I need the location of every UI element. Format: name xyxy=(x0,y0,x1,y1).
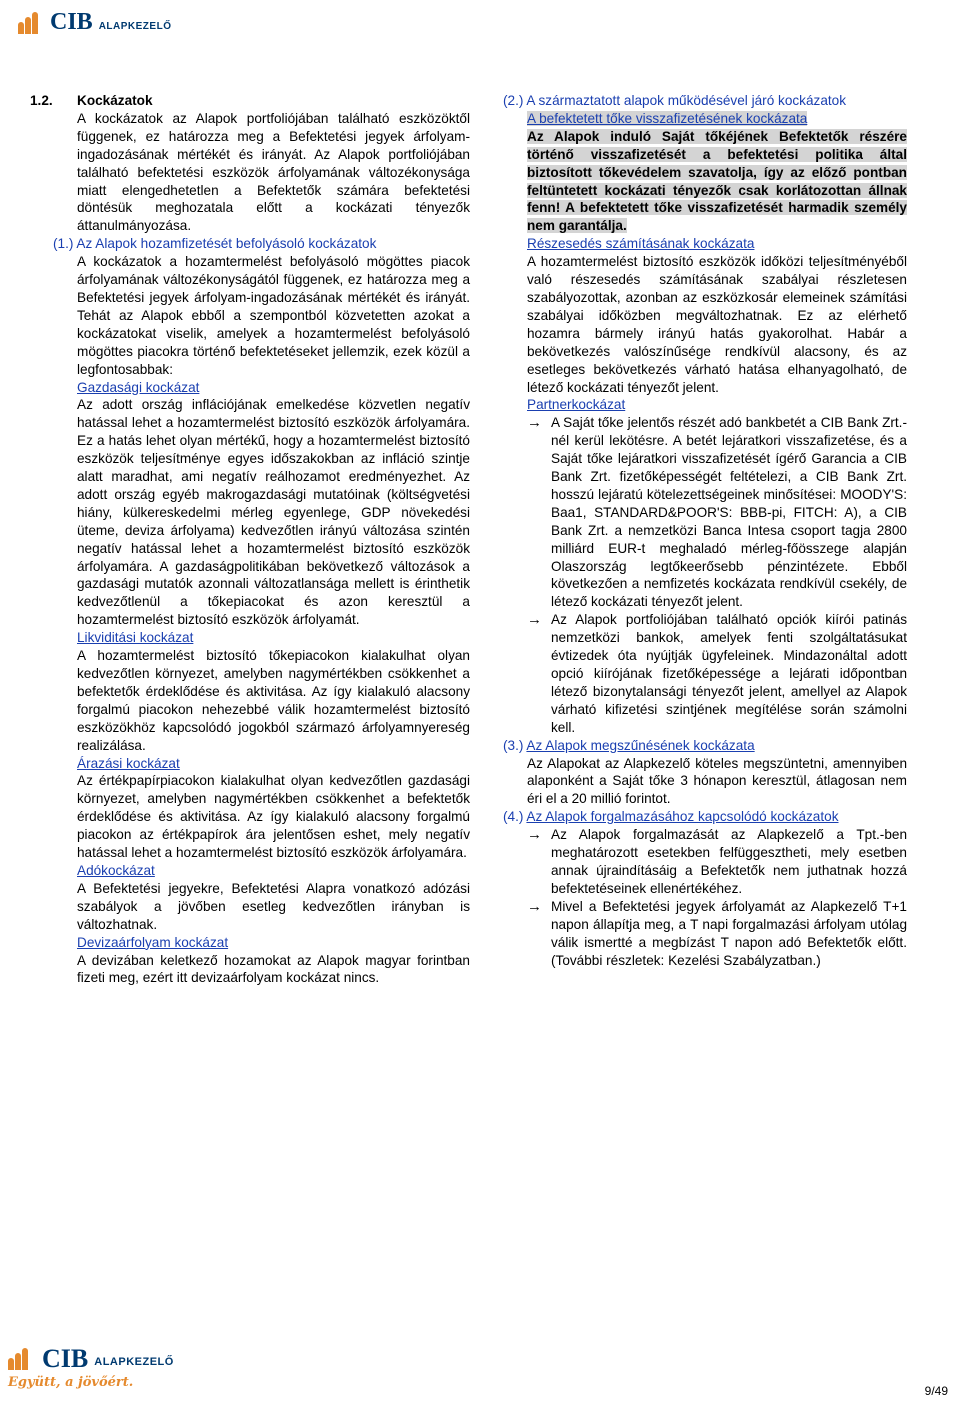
footer-logo-cib-text: CIB xyxy=(42,1344,89,1373)
likviditasi-kockazat-heading: Likviditási kockázat xyxy=(77,630,194,646)
forgalmazas-bullet-2: → Mivel a Befektetési jegyek árfolyamát az Alapkezelő T+1 napon állapítja meg, a T napi forgalmazási árfolyam utólag válik ismertté a megbízást T napon adó Befektetők előtt. (További részletek: Kezelési Szabályzatban.) xyxy=(527,897,907,968)
section-title: Kockázatok xyxy=(77,93,153,108)
section-number: 1.2. xyxy=(30,93,53,108)
devizaarfolyam-kockazat-heading: Devizaárfolyam kockázat xyxy=(77,934,229,950)
section-heading xyxy=(30,92,470,110)
footer-logo-alapkezelo-text: ALAPKEZELŐ xyxy=(94,1356,174,1368)
arrow-right-icon: → xyxy=(527,897,542,915)
likviditasi-kockazat-text: A hozamtermelést biztosító tőkepiacokon kialakulhat olyan kedvezőtlen környezet, amelyben nagymértékben csökkenhet a befektetők érdeklődése és aktivitása. Az így kialakuló alacsony forgalmú piacokon nehezebbé válik hozamtermelést biztosító eszközökhöz kapcsolódó jogokból származó árfolyamnyereség realizálása. xyxy=(77,648,470,753)
subsection-2-body xyxy=(503,110,907,737)
partner-bullet-2: → Az Alapok portfoliójában található opciók kiírói patinás nemzetközi bankok, amelyek fenti szolgáltatásukat évtizedek óta nyújtják ügyfeleinek. Mindazonáltal adott opció kiírójának fizetőképessége a lejárati időpontban létező bizonytalansági tényezőt jelent, amellyel az Alapok várható kifizetési szintjének megítélése során számolni kell. xyxy=(527,611,907,735)
partner-bullet-1: → A Saját tőke jelentős részét adó bankbetét a CIB Bank Zrt.-nél kerül lekötésre. A betét lejáratkori visszafizetése, és a Saját tőke lejáratkori visszafizetését ígérő Garancia a CIB Bank Zrt. fizetőképességét feltételezi, a CIB Bank Zrt. hosszú lejáratú kötelezettségeinek minősítései: MOODY'S: Baa1, STANDARD&POOR'S: BBB-pi, FITCH: A), a CIB Bank Zrt. a nemzetközi Banca Intesa csoport tagja 2800 milliárd EUR-t meghaladó mérleg-főösszege alapján Olaszország legtőkeerősebb pénzintézete. Ebből következően a nemfizetés kockázata rendkívül csekély, de létező kockázati tényezőt jelent. xyxy=(527,414,907,610)
arrow-right-icon: → xyxy=(527,611,542,629)
devizaarfolyam-kockazat-text: A devizában keletkező hozamokat az Alapok magyar forintban fizeti meg, ezért itt devizaárfolyam kockázat nincs. xyxy=(77,952,470,986)
left-body xyxy=(53,110,470,987)
arrow-right-icon: → xyxy=(527,826,542,844)
adokockazat-heading: Adókockázat xyxy=(77,862,155,878)
adokockazat-text: A Befektetési jegyekre, Befektetési Alapra vonatkozó adózási szabályok a jövőben esetleg kedvezőtlen irányban is változhatnak. xyxy=(77,880,470,932)
logo-alapkezelo-text: ALAPKEZELŐ xyxy=(98,21,172,32)
subsection-4-body xyxy=(503,826,907,969)
subsection-1-title: Az Alapok hozamfizetését befolyásoló kockázatok xyxy=(76,236,377,252)
left-column xyxy=(30,92,470,987)
subsection-2-title: A származtatott alapok működésével járó kockázatok xyxy=(526,93,847,108)
subsection-3-text: Az Alapokat az Alapkezelő köteles megszüntetni, amennyiben alaponként a Saját tőke 3 hónapon keresztül, átlagosan nem éri el a 20 millió forintot. xyxy=(527,755,907,807)
subsection-3-heading: (3.) Az Alapok megszűnésének kockázata xyxy=(503,737,755,753)
footer-slogan: Együtt, a jövőért. xyxy=(8,1374,134,1390)
page-number: 9/49 xyxy=(924,1384,948,1398)
gazdasagi-kockazat-text: Az adott ország inflációjának emelkedése közvetlen negatív hatással lehet a hozamtermelést biztosító eszközök árfolyamára. Ez a hatás lehet olyan mértékű, hogy a hozamtermelést biztosító eszközök teljesítménye egyes időszakokban az infláció szintje alatt maradhat, ami negatív reálhozamot eredményezhet. Az adott ország egyéb makrogazdasági mutatóinak (költségvetési hiány, külkereskedelmi mérleg egyenlege, GDP növekedési üteme, deviza árfolyama) kedvezőtlen irányú változása szintén negatív hatással lehet a hozamtermelést biztosító eszközök árfolyamára. A gazdaságpolitikában bekövetkező változások a gazdasági mutatók azonnali változatlansága mellett is érinthetik kedvezőtlenül a tőkepiacokat és azon keresztül a hozamtermelést biztosító eszközök árfolyamát. xyxy=(77,397,470,628)
cib-logo-mark-icon xyxy=(8,1348,34,1370)
reszesedes-kockazat-text: A hozamtermelést biztosító eszközök időközi teljesítményéből való részesedés számításának szabályai részletesen szabályozottak, azonban az eszközkosár elemeinek számítási szabályai időközben megváltozhatnak. Ez az elérhető hozamra bármely irányú hatás gyakorolhat. Habár a bekövetkezés valószínűsége rendkívül alacsony, és az esetleges bekövetkezés várható hatása elhanyagolható, de létező kockázati tényezőt jelent. xyxy=(527,254,907,395)
gazdasagi-kockazat-heading: Gazdasági kockázat xyxy=(77,379,200,395)
subsection-4-heading: (4.) Az Alapok forgalmazásához kapcsolódó kockázatok xyxy=(503,809,839,825)
arazasi-kockazat-text: Az értékpapírpiacokon kialakulhat olyan kedvezőtlen gazdasági környezet, amelyben nagymértékben csökkenhet a befektetők érdeklődése és aktivitása. Az így kialakuló alacsony forgalmú piacokon az értékpapírok ára jelentősen eshet, mely negatív hatással lehet a hozamtermelést biztosító eszközök árfolyamára. xyxy=(77,773,470,861)
header-logo xyxy=(18,10,171,36)
subsection-4-title: Az Alapok forgalmazásához kapcsolódó kockázatok xyxy=(526,809,839,825)
toke-visszafizetes-heading: A befektetett tőke visszafizetésének kockázata xyxy=(527,110,808,126)
subsection-1-heading: (1.) Az Alapok hozamfizetését befolyásoló kockázatok xyxy=(53,236,377,252)
subsection-3-title: Az Alapok megszűnésének kockázata xyxy=(526,737,755,753)
right-column xyxy=(503,92,907,969)
arazasi-kockazat-heading: Árazási kockázat xyxy=(77,755,180,771)
cib-logo-mark-icon xyxy=(18,12,44,34)
arrow-right-icon: → xyxy=(527,414,542,432)
reszesedes-kockazat-heading: Részesedés számításának kockázata xyxy=(527,236,755,252)
partnerkockazat-heading: Partnerkockázat xyxy=(527,397,626,413)
toke-visszafizetes-text: Az Alapok induló Saját tőkéjének Befektetők részére történő visszafizetését a befektetési politika által biztosított tőkevédelem szavatolja, így az előző pontban feltüntetett kockázati tényezők csak korlátozottan állnak fenn! A befektetett tőke visszafizetését harmadik személy nem garantálja. xyxy=(527,128,907,234)
logo-cib-text: CIB xyxy=(50,9,93,35)
subsection-2-heading: (2.) A származtatott alapok működésével járó kockázatok xyxy=(503,93,847,108)
intro-paragraph: A kockázatok az Alapok portfoliójában található eszközöktől függenek, ez határozza meg a Befektetési jegyek árfolyam-ingadozásának mértékét és irányát. Az Alapok portfoliójában található befektetési eszközök árfolyamának változékonysága miatt elengedhetetlen a Befektetők számára befektetési döntésük meghozatala előtt a kockázati tényezők áttanulmányozása. xyxy=(77,110,470,234)
subsection-1-text: A kockázatok a hozamtermelést befolyásoló mögöttes piacok árfolyamának változékonyságától függenek, ez határozza meg a Befektetési jegyek árfolyam-ingadozásának mértékét és irányát. Tehát az Alapok ebből a szempontból közvetetten azokat a kockázatokat viselik, amelyek a hozamtermelést befolyásoló mögöttes piacokra történő befektetéseket jellemzik, ezek közül a legfontosabbak: xyxy=(77,254,470,377)
footer-logo xyxy=(8,1346,174,1392)
subsection-1-body xyxy=(53,253,470,987)
subsection-3-body xyxy=(503,755,907,809)
forgalmazas-bullet-1: → Az Alapok forgalmazását az Alapkezelő a Tpt.-ben meghatározott esetekben felfüggesztheti, mely esetben annak újraindításáig a Befektetők nem juthatnak hozzá befektetéseinek ellenértékéhez. xyxy=(527,826,907,896)
